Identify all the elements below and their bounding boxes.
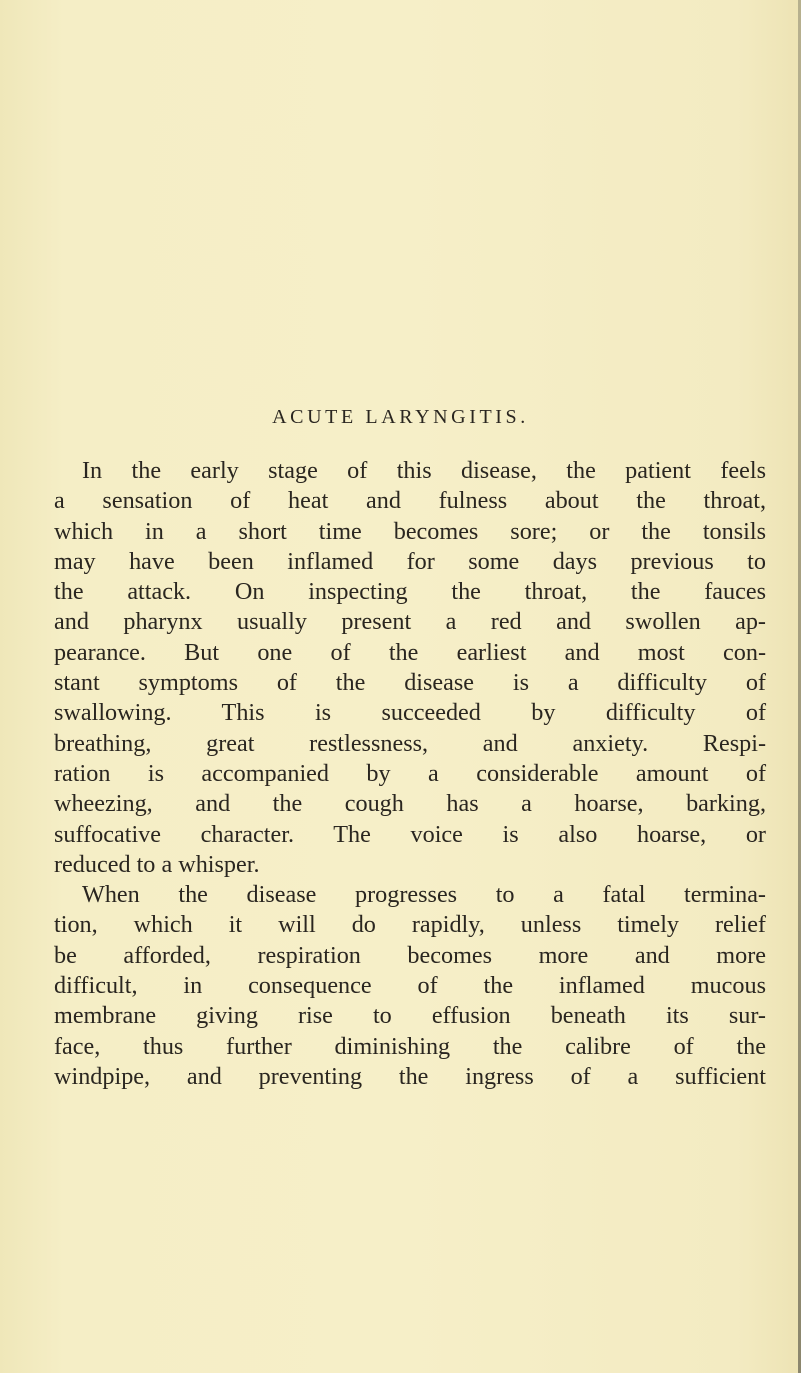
text-line: reduced to a whisper. — [54, 850, 260, 878]
text-line: difficult, in consequence of the inflamed mucous — [54, 972, 766, 1000]
text-line: stant symptoms of the disease is a difficulty of — [54, 669, 766, 697]
text-line: which in a short time becomes sore; or the tonsils — [54, 517, 766, 545]
chapter-heading: ACUTE LARYNGITIS. — [272, 406, 529, 428]
text-line: and pharynx usually present a red and swollen ap- — [54, 608, 766, 636]
text-line: membrane giving rise to effusion beneath its sur- — [54, 1002, 766, 1030]
text-line: tion, which it will do rapidly, unless timely relief — [54, 911, 766, 939]
text-line: the attack. On inspecting the throat, the fauces — [54, 578, 766, 606]
text-line: windpipe, and preventing the ingress of a sufficient — [54, 1062, 766, 1090]
text-line: ration is accompanied by a considerable amount of — [54, 759, 766, 787]
body-text — [54, 456, 766, 1092]
text-line: breathing, great restlessness, and anxiety. Respi- — [54, 729, 766, 757]
text-line: swallowing. This is succeeded by difficulty of — [54, 699, 766, 727]
text-line: In the early stage of this disease, the patient feels — [82, 457, 766, 484]
text-line: may have been inflamed for some days previous to — [54, 547, 766, 575]
text-line: a sensation of heat and fulness about the throat, — [54, 487, 766, 515]
text-line: When the disease progresses to a fatal termina- — [82, 881, 766, 909]
text-line: wheezing, and the cough has a hoarse, barking, — [54, 790, 766, 818]
text-line: suffocative character. The voice is also hoarse, or — [54, 820, 766, 848]
text-line: face, thus further diminishing the calibre of the — [54, 1032, 766, 1060]
text-line: pearance. But one of the earliest and most con- — [54, 638, 766, 666]
text-line: be afforded, respiration becomes more and more — [54, 941, 766, 969]
